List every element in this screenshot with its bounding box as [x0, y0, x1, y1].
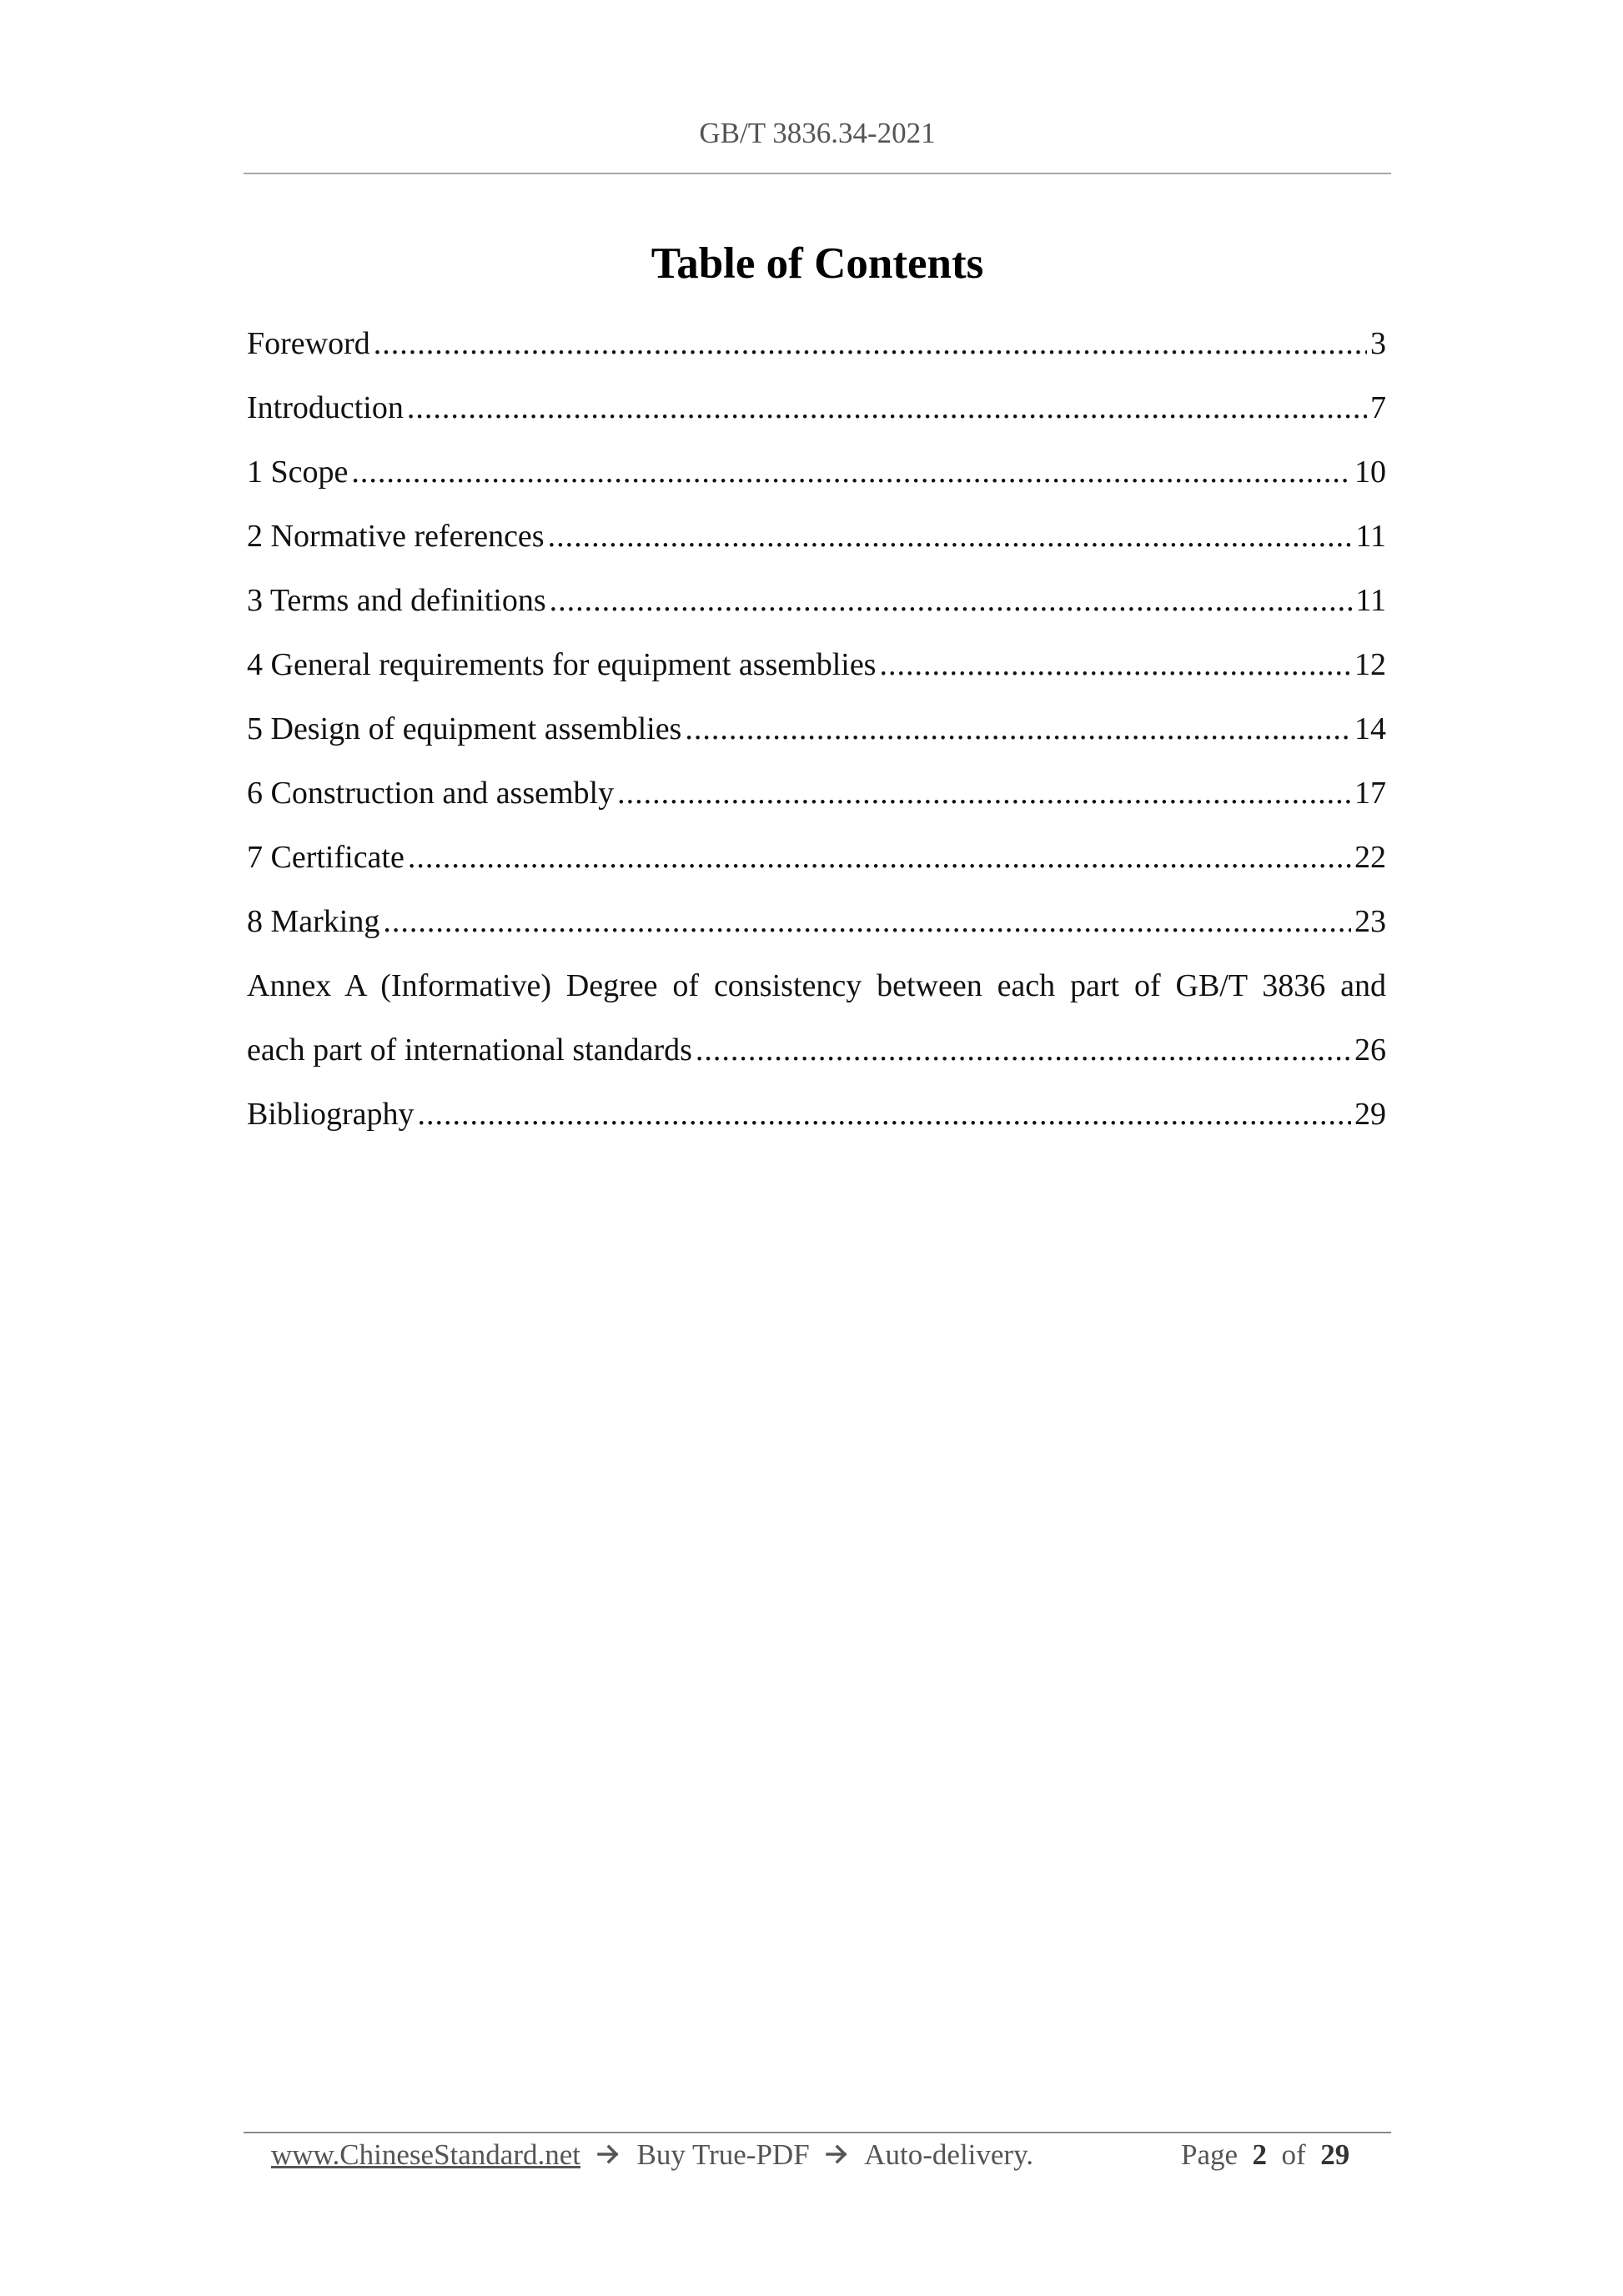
- toc-entry-page: 22: [1354, 840, 1386, 875]
- toc-entry-label: 7 Certificate: [247, 840, 404, 875]
- toc-entry-label: 6 Construction and assembly: [247, 776, 615, 811]
- page-prefix: Page: [1181, 2138, 1239, 2171]
- dot-leader: [383, 899, 1351, 944]
- website-link[interactable]: www.ChineseStandard.net: [271, 2138, 580, 2171]
- toc-entry-label: 4 General requirements for equipment assemblies: [247, 647, 877, 682]
- toc-entry-foreword[interactable]: [247, 321, 1386, 385]
- toc-entry-label: Annex A (Informative) Degree of consistency between each part of GB/T 3836 and: [247, 968, 1386, 1003]
- dot-leader: [374, 321, 1367, 366]
- page-current: 2: [1252, 2138, 1268, 2171]
- toc-entry-certificate[interactable]: [247, 835, 1386, 899]
- table-of-contents: [247, 321, 1386, 1156]
- footer-promo: [271, 2138, 1033, 2172]
- toc-entry-bibliography[interactable]: [247, 1092, 1386, 1156]
- dot-leader: [351, 450, 1351, 495]
- toc-entry-label: 5 Design of equipment assemblies: [247, 711, 682, 746]
- toc-entry-page: 23: [1354, 904, 1386, 939]
- toc-entry-annex-a-line2[interactable]: [247, 1027, 1386, 1092]
- dot-leader: [408, 835, 1351, 880]
- toc-entry-normative-references[interactable]: [247, 514, 1386, 578]
- toc-entry-annex-a-line1[interactable]: [247, 963, 1386, 1027]
- toc-entry-label: 8 Marking: [247, 904, 380, 939]
- toc-entry-page: 3: [1370, 326, 1386, 361]
- dot-leader: [879, 642, 1351, 687]
- toc-entry-page: 14: [1354, 711, 1386, 746]
- toc-entry-terms-and-definitions[interactable]: [247, 578, 1386, 642]
- header-divider: [244, 173, 1391, 174]
- toc-entry-construction[interactable]: [247, 771, 1386, 835]
- toc-entry-page: 7: [1370, 390, 1386, 425]
- toc-entry-page: 12: [1354, 647, 1386, 682]
- dot-leader: [550, 578, 1353, 623]
- page-of: of: [1281, 2138, 1306, 2171]
- toc-entry-label: each part of international standards: [247, 1032, 692, 1068]
- toc-entry-label: 1 Scope: [247, 455, 349, 490]
- buy-pdf-text: Buy True-PDF: [636, 2138, 810, 2171]
- toc-entry-page: 17: [1354, 776, 1386, 811]
- document-id-header: GB/T 3836.34-2021: [699, 117, 936, 149]
- toc-entry-label: Bibliography: [247, 1097, 415, 1132]
- toc-entry-label: 3 Terms and definitions: [247, 583, 546, 618]
- footer-divider: [244, 2132, 1391, 2133]
- toc-title: Table of Contents: [651, 239, 984, 288]
- toc-entry-label: 2 Normative references: [247, 519, 545, 554]
- page-total: 29: [1320, 2138, 1350, 2171]
- toc-entry-page: 10: [1354, 455, 1386, 490]
- toc-entry-design[interactable]: [247, 706, 1386, 771]
- dot-leader: [617, 771, 1351, 816]
- toc-entry-scope[interactable]: [247, 450, 1386, 514]
- toc-entry-page: 11: [1355, 583, 1386, 618]
- right-arrow-icon: [825, 2142, 850, 2167]
- page-number: [1181, 2138, 1349, 2172]
- toc-entry-page: 11: [1355, 519, 1386, 554]
- toc-entry-page: 26: [1354, 1032, 1386, 1068]
- toc-entry-label: Introduction: [247, 390, 404, 425]
- toc-entry-general-requirements[interactable]: [247, 642, 1386, 706]
- dot-leader: [548, 514, 1353, 559]
- toc-entry-page: 29: [1354, 1097, 1386, 1132]
- dot-leader: [685, 706, 1351, 751]
- dot-leader: [418, 1092, 1351, 1137]
- toc-entry-introduction[interactable]: [247, 385, 1386, 450]
- right-arrow-icon: [596, 2142, 621, 2167]
- dot-leader: [407, 385, 1367, 430]
- toc-entry-marking[interactable]: [247, 899, 1386, 963]
- toc-entry-label: Foreword: [247, 326, 370, 361]
- dot-leader: [696, 1027, 1351, 1073]
- auto-delivery-text: Auto-delivery.: [864, 2138, 1034, 2171]
